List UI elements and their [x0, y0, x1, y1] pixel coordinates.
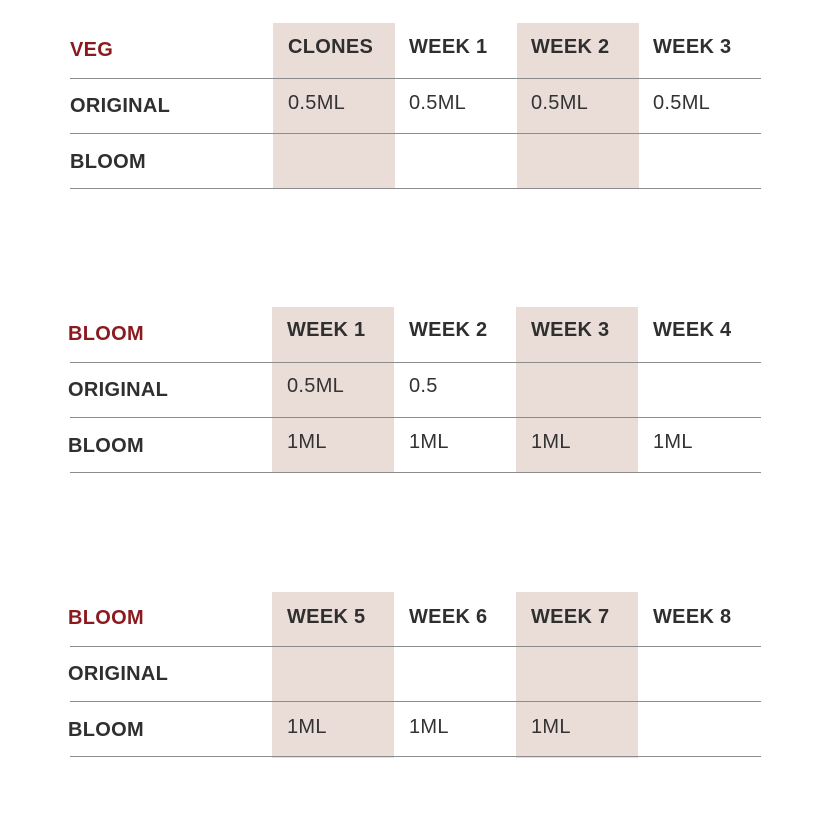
table-cell: 0.5	[409, 375, 438, 397]
row-divider	[70, 646, 761, 647]
column-header: WEEK 3	[653, 36, 732, 58]
table-cell: 0.5ML	[287, 375, 345, 397]
row-divider	[70, 362, 761, 363]
table-cell: 1ML	[409, 431, 449, 453]
row-label-original: ORIGINAL	[68, 663, 169, 685]
column-header: WEEK 1	[287, 319, 366, 341]
row-divider	[70, 417, 761, 418]
table-cell: 0.5ML	[288, 92, 346, 114]
table-cell: 0.5ML	[653, 92, 711, 114]
column-header: CLONES	[288, 36, 374, 58]
column-header: WEEK 5	[287, 606, 366, 628]
row-label-bloom: BLOOM	[68, 435, 144, 457]
row-divider	[70, 472, 761, 473]
table-cell: 1ML	[409, 716, 449, 738]
column-header: WEEK 8	[653, 606, 732, 628]
table-title: BLOOM	[68, 323, 144, 345]
row-label-original: ORIGINAL	[70, 95, 171, 117]
table-cell: 0.5ML	[409, 92, 467, 114]
row-divider	[70, 188, 761, 189]
column-header: WEEK 2	[531, 36, 610, 58]
row-divider	[70, 756, 761, 757]
column-header: WEEK 1	[409, 36, 488, 58]
table-cell: 1ML	[653, 431, 693, 453]
table-cell: 1ML	[531, 431, 571, 453]
feeding-table-bloom-2	[0, 592, 833, 762]
column-header: WEEK 4	[653, 319, 732, 341]
table-cell: 1ML	[531, 716, 571, 738]
feeding-table-veg	[0, 23, 833, 193]
row-label-bloom: BLOOM	[68, 719, 144, 741]
table-cell: 0.5ML	[531, 92, 589, 114]
row-label-bloom: BLOOM	[70, 151, 146, 173]
table-cell: 1ML	[287, 716, 327, 738]
table-cell: 1ML	[287, 431, 327, 453]
table-title: BLOOM	[68, 607, 144, 629]
column-header: WEEK 3	[531, 319, 610, 341]
table-title: VEG	[70, 39, 114, 61]
column-header: WEEK 6	[409, 606, 488, 628]
row-divider	[70, 701, 761, 702]
row-label-original: ORIGINAL	[68, 379, 169, 401]
row-divider	[70, 78, 761, 79]
column-header: WEEK 2	[409, 319, 488, 341]
column-header: WEEK 7	[531, 606, 610, 628]
feeding-table-bloom-1	[0, 307, 833, 477]
row-divider	[70, 133, 761, 134]
